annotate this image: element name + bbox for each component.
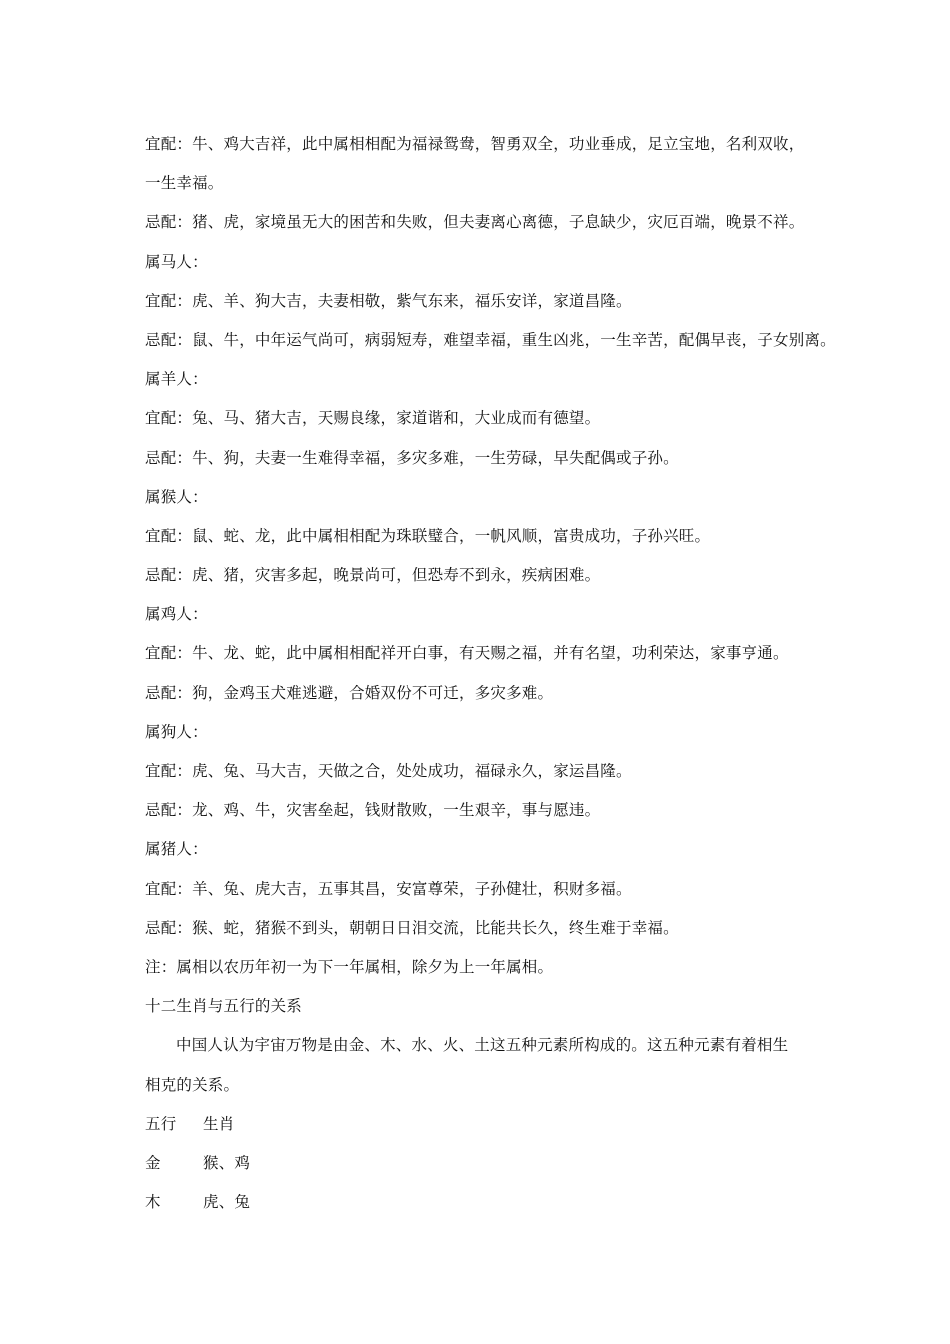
row-wuxing: 金 (145, 1153, 161, 1172)
paragraph-line: 相克的关系。 (145, 1075, 240, 1094)
paragraph-line: 中国人认为宇宙万物是由金、木、水、火、土这五种元素所构成的。这五种元素有着相生 (176, 1036, 789, 1055)
text-line: 宜配：虎、兔、马大吉，天做之合，处处成功，福碌永久，家运昌隆。 (145, 762, 632, 780)
header-wuxing: 五行 (145, 1114, 177, 1133)
text-line: 忌配：猪、虎，家境虽无大的困苦和失败，但夫妻离心离德，子息缺少，灾厄百端，晚景不祥。 (145, 213, 805, 232)
row-wuxing: 木 (145, 1193, 161, 1212)
row-shengxiao: 虎、兔 (203, 1193, 251, 1212)
section-title: 十二生肖与五行的关系 (145, 997, 303, 1016)
text-line: 宜配：鼠、蛇、龙，此中属相相配为珠联璧合，一帆风顺，富贵成功，子孙兴旺。 (145, 526, 711, 545)
section-heading: 属狗人： (145, 722, 208, 741)
text-line: 忌配：狗，金鸡玉犬难逃避，合婚双份不可迁，多灾多难。 (145, 683, 554, 702)
text-line: 忌配：牛、狗，夫妻一生难得幸福，多灾多难，一生劳碌，早失配偶或子孙。 (145, 448, 679, 467)
text-line: 宜配：羊、兔、虎大吉，五事其昌，安富尊荣，子孙健壮，积财多福。 (145, 879, 632, 898)
text-line: 宜配：牛、鸡大吉祥，此中属相相配为福禄鸳鸯，智勇双全，功业垂成，足立宝地，名利双收， (145, 135, 805, 153)
document-body (145, 125, 836, 1222)
text-line: 一生幸福。 (145, 174, 224, 193)
text-line: 宜配：虎、羊、狗大吉，夫妻相敬，紫气东来，福乐安详，家道昌隆。 (145, 291, 632, 310)
text-line: 忌配：龙、鸡、牛，灾害垒起，钱财散败，一生艰辛，事与愿违。 (145, 801, 601, 820)
text-line: 宜配：牛、龙、蛇，此中属相相配祥开白事，有天赐之福，并有名望，功利荣达，家事亨通。 (145, 644, 789, 663)
text-line: 忌配：猴、蛇，猪猴不到头，朝朝日日泪交流，比能共长久，终生难于幸福。 (145, 918, 679, 937)
section-heading: 属猴人： (145, 487, 208, 506)
table-row (145, 1144, 820, 1183)
row-shengxiao: 猴、鸡 (203, 1153, 251, 1172)
text-line: 忌配：鼠、牛，中年运气尚可，病弱短寿，难望幸福，重生凶兆，一生辛苦，配偶早丧，子女别离。 (145, 330, 836, 349)
text-line: 宜配：兔、马、猪大吉，天赐良缘，家道谐和，大业成而有德望。 (145, 409, 601, 428)
table-header (145, 1105, 820, 1144)
header-shengxiao: 生肖 (203, 1114, 235, 1133)
note-line: 注：属相以农历年初一为下一年属相，除夕为上一年属相。 (145, 957, 554, 976)
section-heading: 属羊人： (145, 370, 208, 389)
table-row (145, 1183, 820, 1222)
section-heading: 属马人： (145, 252, 208, 271)
text-line: 忌配：虎、猪，灾害多起，晚景尚可，但恐寿不到永，疾病困难。 (145, 566, 601, 585)
section-heading: 属猪人： (145, 840, 208, 859)
section-heading: 属鸡人： (145, 605, 208, 624)
